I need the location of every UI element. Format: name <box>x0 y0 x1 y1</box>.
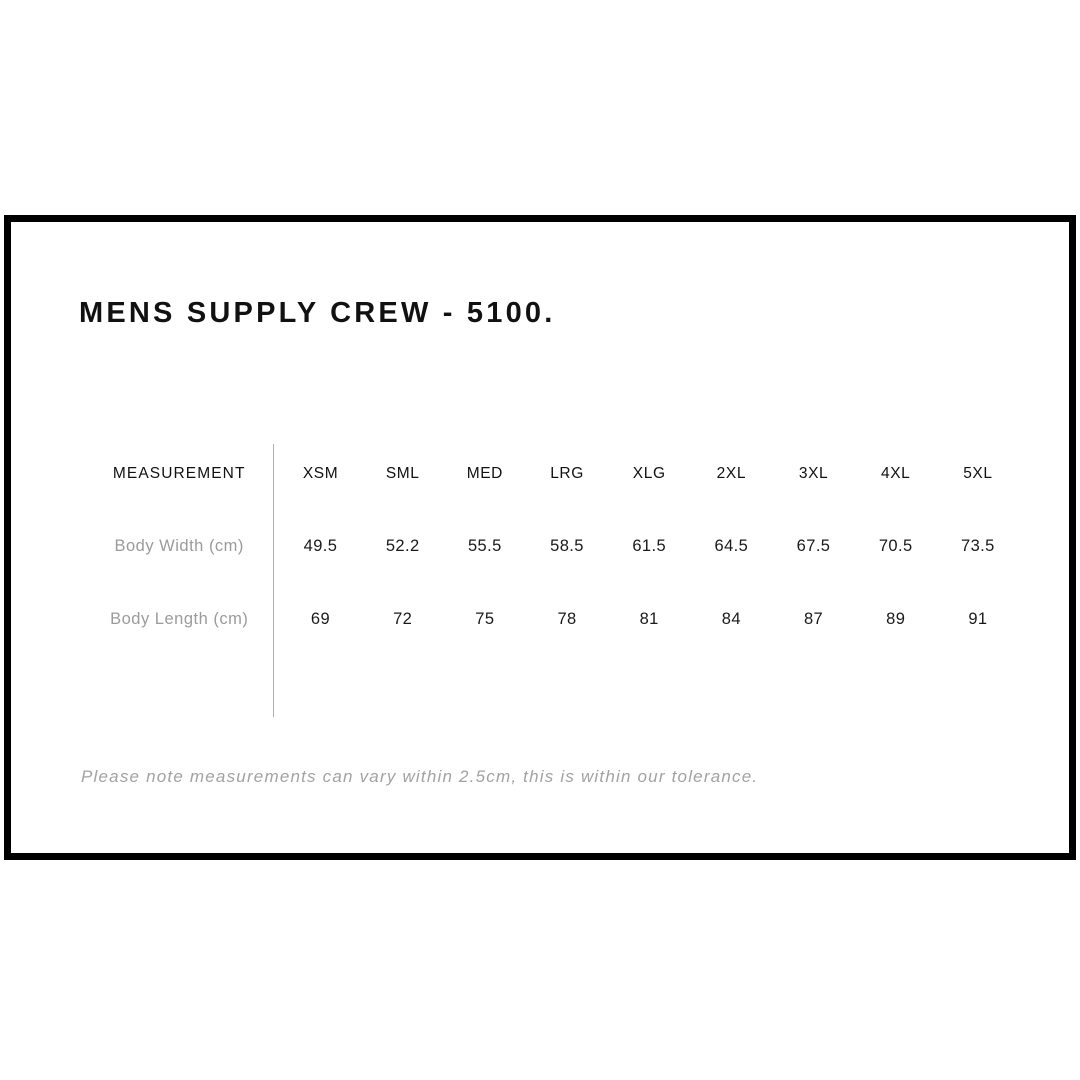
header-size-4xl: 4XL <box>881 464 911 482</box>
cell-body-length-4xl: 89 <box>886 610 906 628</box>
header-size-lrg: LRG <box>550 464 584 482</box>
cell-body-width-xsm: 49.5 <box>303 537 338 555</box>
header-size-2xl: 2XL <box>716 464 747 482</box>
size-table-wrap <box>79 437 1019 656</box>
table-row <box>79 510 1019 583</box>
cell-body-length-sml: 72 <box>393 610 413 628</box>
cell-body-length-5xl: 91 <box>968 610 988 628</box>
cell-body-width-med: 55.5 <box>467 537 502 555</box>
header-size-5xl: 5XL <box>963 464 993 482</box>
size-table <box>79 437 1019 656</box>
header-size-sml: SML <box>385 464 420 482</box>
row-label-body-width: Body Width (cm) <box>114 537 244 555</box>
tolerance-note: Please note measurements can vary within 2.5cm, this is within our tolerance. <box>81 767 759 786</box>
cell-body-width-3xl: 67.5 <box>796 537 831 555</box>
table-row <box>79 583 1019 656</box>
cell-body-length-med: 75 <box>475 610 495 628</box>
cell-body-width-2xl: 64.5 <box>714 537 749 555</box>
cell-body-width-5xl: 73.5 <box>961 537 995 555</box>
cell-body-length-lrg: 78 <box>557 610 577 628</box>
header-size-med: MED <box>466 464 503 482</box>
size-chart-card <box>4 215 1076 860</box>
cell-body-length-3xl: 87 <box>803 610 824 628</box>
cell-body-length-xlg: 81 <box>639 610 659 628</box>
page-title: MENS SUPPLY CREW - 5100. <box>79 297 556 329</box>
cell-body-width-xlg: 61.5 <box>632 537 667 555</box>
cell-body-width-4xl: 70.5 <box>878 537 913 555</box>
cell-body-width-lrg: 58.5 <box>550 537 584 555</box>
row-label-body-length: Body Length (cm) <box>110 610 249 628</box>
header-measurement: MEASUREMENT <box>112 464 246 482</box>
cell-body-length-xsm: 69 <box>310 610 331 628</box>
header-size-xlg: XLG <box>632 464 666 482</box>
header-size-xsm: XSM <box>302 464 339 482</box>
header-size-3xl: 3XL <box>798 464 829 482</box>
table-header-row <box>79 437 1019 510</box>
cell-body-length-2xl: 84 <box>721 610 741 628</box>
cell-body-width-sml: 52.2 <box>385 537 420 555</box>
size-chart-inner <box>11 222 1069 853</box>
